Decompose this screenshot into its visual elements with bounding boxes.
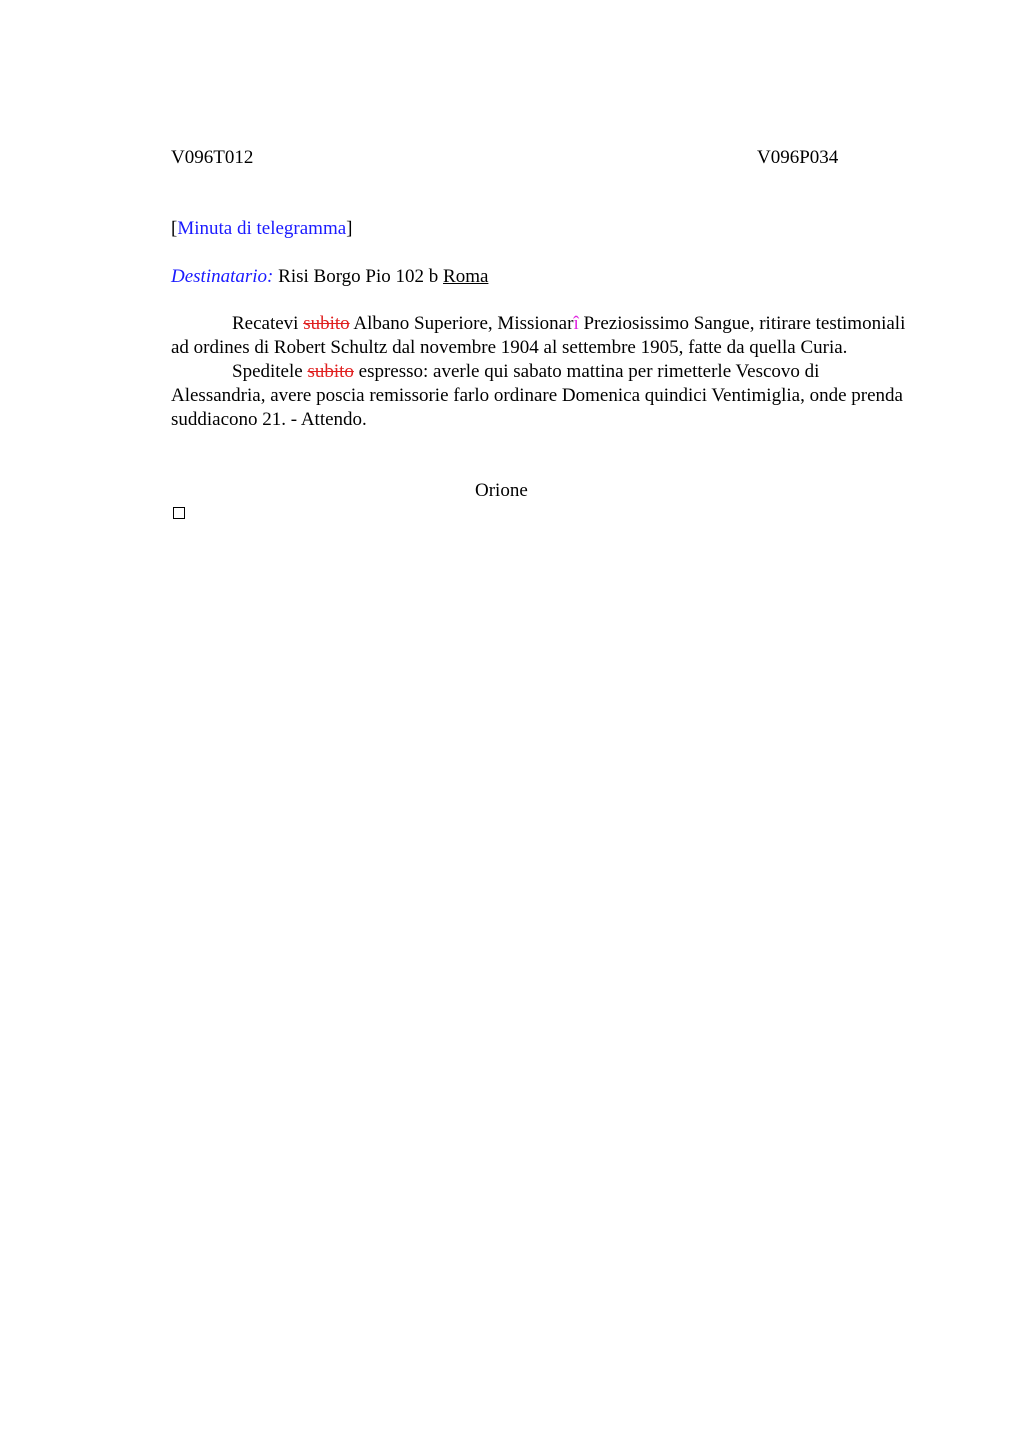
end-box-icon <box>173 507 185 519</box>
document-code-right: V096P034 <box>757 147 839 168</box>
paragraph-1-start: Recatevi <box>232 313 299 334</box>
recipient-label: Destinatario: <box>171 266 274 287</box>
recipient-line <box>171 265 488 289</box>
heading-title: Minuta di telegramma <box>177 218 347 239</box>
telegram-body <box>171 312 913 432</box>
paragraph-2-rest: espresso: averle qui sabato mattina per rimetterle Vescovo di Alessandria, avere poscia remissorie farlo ordinare Domenica quindici Ventimiglia, onde prenda suddiacono 21. - Attendo. <box>171 361 903 430</box>
header-codes <box>171 146 913 170</box>
document-heading <box>171 217 353 241</box>
recipient-city: Roma <box>443 266 489 287</box>
heading-open-bracket: [ <box>171 218 178 239</box>
paragraph-1-part-2: Preziosissimo Sangue, ritirare testimoniali ad ordines di Robert Schultz dal novembre 1904 al settembre 1905, fatte da quella Curia. <box>171 313 906 358</box>
paragraph-2 <box>171 360 913 432</box>
paragraph-1-part-1: Albano Superiore, Missionar <box>353 313 574 334</box>
recipient-address: Risi Borgo Pio 102 b <box>278 266 439 287</box>
heading-close-bracket: ] <box>346 218 353 239</box>
paragraph-2-deleted-word: subito <box>307 361 354 382</box>
paragraph-2-start: Speditele <box>232 361 303 382</box>
signature: Orione <box>475 480 528 501</box>
paragraph-1-deleted-word: subito <box>303 313 350 334</box>
paragraph-1-mark: î <box>573 313 579 334</box>
document-page <box>171 146 913 501</box>
paragraph-1 <box>171 312 913 360</box>
document-code-left: V096T012 <box>171 147 254 168</box>
